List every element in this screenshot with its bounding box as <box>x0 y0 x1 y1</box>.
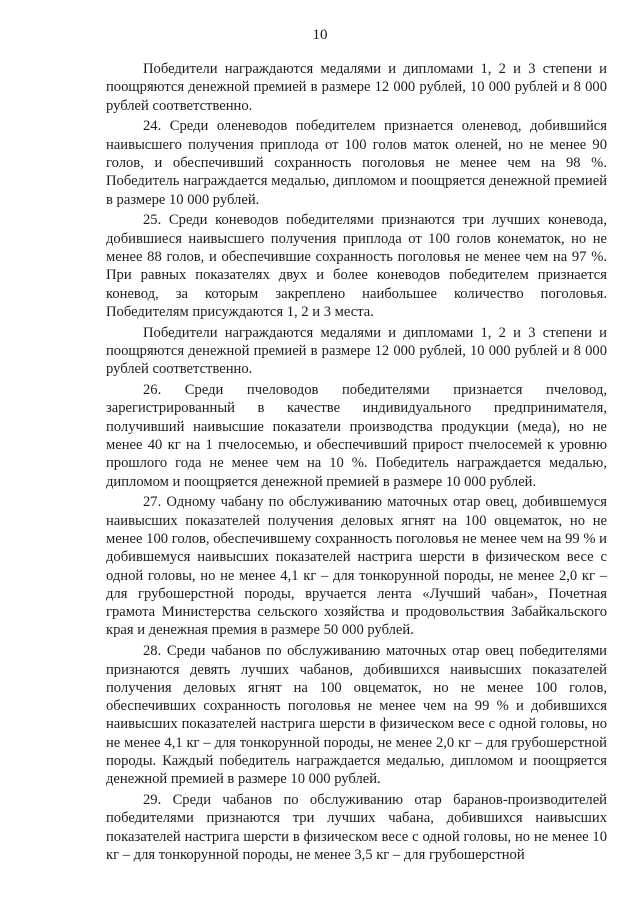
document-body <box>106 60 607 867</box>
paragraph-awards-2: Победители награждаются медалями и дипломами 1, 2 и 3 степени и поощряются денежной премией в размере 12 000 рублей, 10 000 рублей и 8 000 рублей соответственно. <box>106 324 607 378</box>
page-number: 10 <box>312 27 328 43</box>
paragraph-item-27: 27. Одному чабану по обслуживанию маточных отар овец, добившемуся наивысших показателей получения деловых ягнят на 100 овцематок, но не менее 100 голов, обеспечившему сохранность поголовья не менее чем на 99 % и добившемуся наивысших показателей настрига шерсти в физическом весе с одной головы, но не менее 4,1 кг – для тонкорунной породы, не менее 2,0 кг – для грубошерстной породы, вручается лента «Лучший чабан», Почетная грамота Министерства сельского хозяйства и продовольствия Забайкальского края и денежная премия в размере 50 000 рублей. <box>106 494 607 639</box>
paragraph-awards-1: Победители награждаются медалями и дипломами 1, 2 и 3 степени и поощряются денежной премией в размере 12 000 рублей, 10 000 рублей и 8 000 рублей соответственно. <box>106 61 607 114</box>
paragraph-item-25: 25. Среди коневодов победителями признаются три лучших коневода, добившиеся наивысшего получения приплода от 100 голов конематок, но не менее 88 голов, и обеспечившие сохранность поголовья не менее чем на 97 %. При равных показателях двух и более коневодов победителем признается коневод, за которым закреплено наибольшее количество поголовья. Победителям присуждаются 1, 2 и 3 места. <box>106 212 607 320</box>
paragraph-item-28: 28. Среди чабанов по обслуживанию маточных отар овец победителями признаются девять лучших чабанов, добившихся наивысших показателей получения деловых ягнят на 100 овцематок, но не менее 100 голов, обеспечивших сохранность поголовья не менее чем на 99 % и добившихся наивысших показателей настрига шерсти в физическом весе с одной головы, но не менее 4,1 кг – для тонкорунной породы, не менее 2,0 кг – для грубошерстной породы. Каждый победитель награждается медалью, дипломом и поощряется денежной премией в размере 10 000 рублей. <box>106 643 607 788</box>
paragraph-item-29: 29. Среди чабанов по обслуживанию отар баранов-производителей победителями признаются три лучших чабана, добившихся наивысших показателей настрига шерсти в физическом весе с одной головы, но не менее 10 кг – для тонкорунной породы, не менее 3,5 кг – для грубошерстной <box>106 792 607 863</box>
paragraph-item-24: 24. Среди оленеводов победителем признается оленевод, добившийся наивысшего получения приплода от 100 голов маток оленей, но не менее 90 голов, и обеспечивший сохранность поголовья не менее чем на 98 %. Победитель награждается медалью, дипломом и поощряется денежной премией в размере 10 000 рублей. <box>106 118 607 208</box>
paragraph-item-26: 26. Среди пчеловодов победителями признается пчеловод, зарегистрированный в качестве индивидуального предпринимателя, получивший наивысшие показатели производства продукции (меда), но не менее 40 кг на 1 пчелосемью, и обеспечивший прирост пчелосемей к уровню прошлого года не менее чем на 10 %. Победитель награждается медалью, дипломом и поощряется денежной премией в размере 10 000 рублей. <box>106 382 607 490</box>
